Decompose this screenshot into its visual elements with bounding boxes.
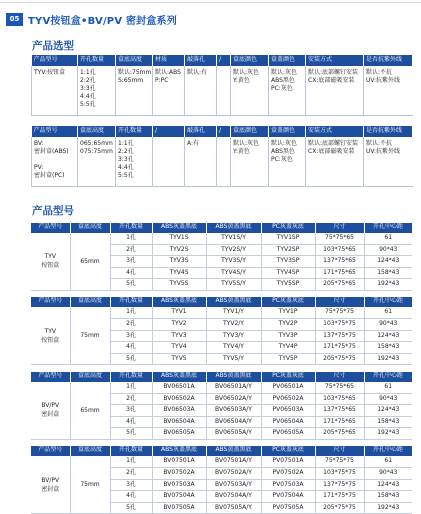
- model-cell: 137*75*65: [315, 405, 364, 417]
- model-cell: TYV3S/Y: [206, 256, 261, 268]
- selection-cell: [217, 137, 231, 187]
- model-cell: 4孔: [110, 416, 152, 428]
- model-cell: BV07505A: [152, 502, 206, 514]
- selection-header-cell: 是否抗紫外线: [364, 56, 413, 66]
- model-header-cell: 开孔中心距: [364, 446, 412, 456]
- model-header-cell: 产品型号: [31, 372, 70, 382]
- model-cell: BV06505A/Y: [206, 428, 261, 440]
- selection-cell: 默认:不抗 UV:抗紫外线: [364, 137, 413, 187]
- selection-header-cell: /: [217, 127, 231, 137]
- model-header-cell: 盒底高度: [70, 372, 110, 382]
- selection-cell: 1:1孔 2:2孔 3:3孔 4:4孔 5:5孔: [116, 137, 153, 187]
- selection-cell: 默认:75mm S:65mm: [116, 66, 153, 116]
- model-header-cell: 尺寸: [315, 372, 364, 382]
- selection-header-cell: 盒底高度: [116, 56, 153, 66]
- selection-header-cell: /: [153, 127, 185, 137]
- model-cell: PV06505A: [261, 428, 315, 440]
- model-header-cell: 开孔中心距: [364, 223, 412, 233]
- model-cell: 75*75*75: [315, 456, 364, 467]
- model-cell: 61: [364, 307, 412, 318]
- selection-cell: 1:1孔 2:2孔 3:3孔 4:4孔 5:5孔: [78, 66, 116, 116]
- model-header-cell: 开孔数量: [110, 297, 152, 307]
- model-cell: TYV5P: [261, 353, 315, 365]
- model-cell: 124*43: [364, 256, 412, 268]
- model-header-cell: 开孔数量: [110, 446, 152, 456]
- model-cell: TYV1S: [152, 233, 206, 244]
- selection-header-cell: 是否抗紫外线: [364, 127, 413, 137]
- model-header-cell: 盒底高度: [70, 297, 110, 307]
- model-header-cell: PC灰盖灰底: [261, 372, 315, 382]
- model-cell: PV07503A: [261, 479, 315, 491]
- model-group-height: 75mm: [70, 307, 110, 364]
- model-cell: BV06502A: [152, 393, 206, 405]
- model-header-cell: 尺寸: [315, 446, 364, 456]
- model-header-cell: ABS灰盖黑底: [152, 372, 206, 382]
- model-header-cell: ABS灰盖黑底: [152, 446, 206, 456]
- selection-header-cell: 开孔数量: [78, 56, 116, 66]
- model-cell: 192*43: [364, 428, 412, 440]
- table-row: [31, 382, 412, 393]
- model-cell: BV06504A: [152, 416, 206, 428]
- selection-header-cell: 产品型号: [32, 56, 78, 66]
- model-header-cell: 开孔中心距: [364, 372, 412, 382]
- model-cell: BV06502A/Y: [206, 393, 261, 405]
- model-cell: TYV1S/Y: [206, 233, 261, 244]
- selection-cell: 默认:ABS P:PC: [153, 66, 185, 116]
- table-row: [31, 233, 412, 244]
- selection-cell: 默认:灰色 Y:黄色: [231, 137, 269, 187]
- model-cell: 192*43: [364, 353, 412, 365]
- section-title-selection: 产品选型: [32, 40, 74, 52]
- repeat-header-row: [31, 372, 412, 382]
- model-cell: TYV4S/Y: [206, 267, 261, 279]
- model-header-cell: 产品型号: [31, 446, 70, 456]
- model-group-name: BV/PV 密封盒: [31, 456, 70, 513]
- model-cell: 158*43: [364, 342, 412, 354]
- model-header-cell: 盒底高度: [70, 446, 110, 456]
- model-cell: PV07505A: [261, 502, 315, 514]
- model-cell: 2孔: [110, 319, 152, 331]
- repeat-header-row: [31, 446, 412, 456]
- table-row: [31, 307, 412, 318]
- model-group-height: 75mm: [70, 456, 110, 513]
- model-header-cell: 开孔中心距: [364, 297, 412, 307]
- page-number-badge: 05: [6, 13, 23, 26]
- selection-header-cell: 盒底颜色: [231, 127, 269, 137]
- model-cell: 61: [364, 233, 412, 244]
- model-cell: 205*75*75: [315, 502, 364, 514]
- model-header-cell: ABS黄盖黑底: [206, 223, 261, 233]
- model-header-cell: 开孔数量: [110, 372, 152, 382]
- model-cell: TYV2SP: [261, 244, 315, 256]
- model-cell: 103*75*65: [315, 393, 364, 405]
- model-cell: 2孔: [110, 393, 152, 405]
- model-cell: 4孔: [110, 342, 152, 354]
- model-cell: TYV3SP: [261, 256, 315, 268]
- model-cell: 90*43: [364, 244, 412, 256]
- model-cell: TYV3P: [261, 330, 315, 342]
- model-cell: 1孔: [110, 307, 152, 318]
- selection-header-cell: 盒盖颜色: [269, 56, 306, 66]
- selection-cell: TYV:按钮盒: [32, 66, 78, 116]
- model-cell: TYV1P: [261, 307, 315, 318]
- selection-cell: 默认:不抗 UV:抗紫外线: [364, 66, 413, 116]
- model-cell: BV07502A/Y: [206, 468, 261, 480]
- selection-header-cell: 产品型号: [32, 127, 78, 137]
- model-cell: 3孔: [110, 479, 152, 491]
- model-group-name: TYV 按钮盒: [31, 307, 70, 364]
- selection-header-cell: 盒盖颜色: [269, 127, 306, 137]
- model-cell: 103*75*75: [315, 319, 364, 331]
- model-group-height: 65mm: [70, 233, 110, 290]
- selection-cell: BV: 密封盒(ABS) PV: 密封盒(PC): [32, 137, 78, 187]
- model-header-cell: 盒底高度: [70, 223, 110, 233]
- model-cell: BV07505A/Y: [206, 502, 261, 514]
- model-cell: TYV4: [152, 342, 206, 354]
- model-cell: BV07504A: [152, 491, 206, 503]
- model-cell: TYV3S: [152, 256, 206, 268]
- model-cell: TYV5/Y: [206, 353, 261, 365]
- model-cell: 205*75*65: [315, 279, 364, 291]
- model-table: [31, 223, 413, 514]
- model-cell: 205*75*75: [315, 353, 364, 365]
- selection-cell: 默认:有: [185, 66, 217, 116]
- model-cell: 171*75*65: [315, 267, 364, 279]
- model-cell: TYV2/Y: [206, 319, 261, 331]
- model-cell: 171*75*75: [315, 491, 364, 503]
- model-cell: 75*75*65: [315, 382, 364, 393]
- model-cell: TYV1/Y: [206, 307, 261, 318]
- model-cell: PV07504A: [261, 491, 315, 503]
- model-header-cell: PC灰盖灰底: [261, 446, 315, 456]
- model-cell: 137*75*75: [315, 479, 364, 491]
- model-cell: 75*75*65: [315, 233, 364, 244]
- model-cell: BV07503A/Y: [206, 479, 261, 491]
- model-group-height: 65mm: [70, 382, 110, 439]
- selection-cell: 默认:底部螺钉安装 CX:底部磁吸安装: [306, 137, 364, 187]
- model-cell: TYV1: [152, 307, 206, 318]
- model-cell: 171*75*75: [315, 342, 364, 354]
- top-rule: [0, 2, 421, 3]
- model-cell: 4孔: [110, 267, 152, 279]
- model-header-cell: PC灰盖灰底: [261, 223, 315, 233]
- selection-header-cell: 敲落孔: [185, 127, 217, 137]
- model-cell: BV06503A: [152, 405, 206, 417]
- selection-cell: [217, 66, 231, 116]
- model-header-cell: 尺寸: [315, 297, 364, 307]
- model-header-cell: PC灰盖灰底: [261, 297, 315, 307]
- model-cell: 2孔: [110, 244, 152, 256]
- model-cell: BV07503A: [152, 479, 206, 491]
- selection-header-cell: 安装方式: [306, 56, 364, 66]
- model-cell: TYV4SP: [261, 267, 315, 279]
- model-cell: TYV4/Y: [206, 342, 261, 354]
- model-group-name: TYV 按钮盒: [31, 233, 70, 290]
- model-cell: BV06501A: [152, 382, 206, 393]
- selection-cell: 默认:灰色 Y:黄色: [231, 66, 269, 116]
- model-cell: 192*43: [364, 502, 412, 514]
- model-cell: BV06501A/Y: [206, 382, 261, 393]
- model-cell: PV07502A: [261, 468, 315, 480]
- model-header-cell: 尺寸: [315, 223, 364, 233]
- model-cell: 137*75*65: [315, 256, 364, 268]
- model-cell: 124*43: [364, 405, 412, 417]
- model-cell: 5孔: [110, 428, 152, 440]
- model-cell: TYV2S/Y: [206, 244, 261, 256]
- model-cell: TYV4S: [152, 267, 206, 279]
- model-cell: 158*43: [364, 416, 412, 428]
- model-cell: 3孔: [110, 256, 152, 268]
- model-cell: 1孔: [110, 456, 152, 467]
- model-cell: 5孔: [110, 502, 152, 514]
- model-cell: 158*43: [364, 267, 412, 279]
- selection-header-cell: 盒底颜色: [231, 56, 269, 66]
- model-cell: 3孔: [110, 330, 152, 342]
- model-header-cell: ABS灰盖黑底: [152, 223, 206, 233]
- selection-header-cell: 盒底高度: [78, 127, 116, 137]
- group-spacer: [31, 365, 412, 372]
- model-cell: PV06504A: [261, 416, 315, 428]
- model-cell: 2孔: [110, 468, 152, 480]
- model-cell: TYV5SP: [261, 279, 315, 291]
- model-header-cell: ABS黄盖黑底: [206, 297, 261, 307]
- model-cell: 103*75*75: [315, 468, 364, 480]
- model-cell: 171*75*65: [315, 416, 364, 428]
- model-cell: PV06502A: [261, 393, 315, 405]
- selection-header-cell: 开孔数量: [116, 127, 153, 137]
- model-cell: 61: [364, 382, 412, 393]
- model-cell: 1孔: [110, 233, 152, 244]
- model-cell: PV07501A: [261, 456, 315, 467]
- section-title-models: 产品型号: [32, 205, 74, 217]
- model-header-cell: ABS黄盖黑底: [206, 372, 261, 382]
- model-cell: BV07504A/Y: [206, 491, 261, 503]
- selection-header-cell: /: [217, 56, 231, 66]
- selection-cell: A:有: [185, 137, 217, 187]
- model-cell: TYV5S/Y: [206, 279, 261, 291]
- model-cell: 90*43: [364, 319, 412, 331]
- selection-cell: 065:65mm 075:75mm: [78, 137, 116, 187]
- model-cell: TYV3: [152, 330, 206, 342]
- spacer-cell: [31, 365, 412, 372]
- model-cell: 61: [364, 456, 412, 467]
- selection-cell: [153, 137, 185, 187]
- model-cell: 5孔: [110, 353, 152, 365]
- model-cell: 205*75*65: [315, 428, 364, 440]
- selection-header-cell: 材质: [153, 56, 185, 66]
- model-cell: TYV5S: [152, 279, 206, 291]
- model-cell: BV07502A: [152, 468, 206, 480]
- page-header-title: TYV按钮盒•BV/PV 密封盒系列: [28, 16, 177, 27]
- model-header-cell: 产品型号: [31, 223, 70, 233]
- selection-header-cell: 敲落孔: [185, 56, 217, 66]
- model-cell: TYV2S: [152, 244, 206, 256]
- model-header-cell: 产品型号: [31, 297, 70, 307]
- model-cell: PV06501A: [261, 382, 315, 393]
- model-cell: 75*75*75: [315, 307, 364, 318]
- model-cell: 137*75*75: [315, 330, 364, 342]
- model-cell: TYV3/Y: [206, 330, 261, 342]
- model-cell: TYV5: [152, 353, 206, 365]
- model-header-cell: 开孔数量: [110, 223, 152, 233]
- model-cell: BV07501A: [152, 456, 206, 467]
- model-cell: 124*43: [364, 479, 412, 491]
- model-group-name: BV/PV 密封盒: [31, 382, 70, 439]
- selection-header-cell: 安装方式: [306, 127, 364, 137]
- table-row: [31, 456, 412, 467]
- model-header-cell: ABS灰盖黑底: [152, 297, 206, 307]
- model-cell: 90*43: [364, 393, 412, 405]
- model-cell: BV07501A/Y: [206, 456, 261, 467]
- selection-cell: 默认:灰色 ABS黑色 PC:灰色: [269, 66, 306, 116]
- selection-table-tyv: [31, 55, 413, 116]
- model-cell: TYV4P: [261, 342, 315, 354]
- model-cell: BV06505A: [152, 428, 206, 440]
- model-cell: 5孔: [110, 279, 152, 291]
- repeat-header-row: [31, 297, 412, 307]
- model-cell: 4孔: [110, 491, 152, 503]
- model-cell: 192*43: [364, 279, 412, 291]
- model-cell: 1孔: [110, 382, 152, 393]
- selection-cell: 默认:灰色 ABS黑色 PC:灰色: [269, 137, 306, 187]
- model-cell: BV06503A/Y: [206, 405, 261, 417]
- selection-cell: 默认:底部螺钉安装 CX:底部磁吸安装: [306, 66, 364, 116]
- model-cell: TYV1SP: [261, 233, 315, 244]
- selection-table-bvpv: [31, 126, 413, 187]
- model-cell: 158*43: [364, 491, 412, 503]
- model-cell: 90*43: [364, 468, 412, 480]
- model-cell: PV06503A: [261, 405, 315, 417]
- model-cell: 3孔: [110, 405, 152, 417]
- model-cell: TYV2P: [261, 319, 315, 331]
- model-cell: 124*43: [364, 330, 412, 342]
- model-cell: TYV2: [152, 319, 206, 331]
- model-cell: BV06504A/Y: [206, 416, 261, 428]
- model-header-cell: ABS黄盖黑底: [206, 446, 261, 456]
- model-cell: 103*75*65: [315, 244, 364, 256]
